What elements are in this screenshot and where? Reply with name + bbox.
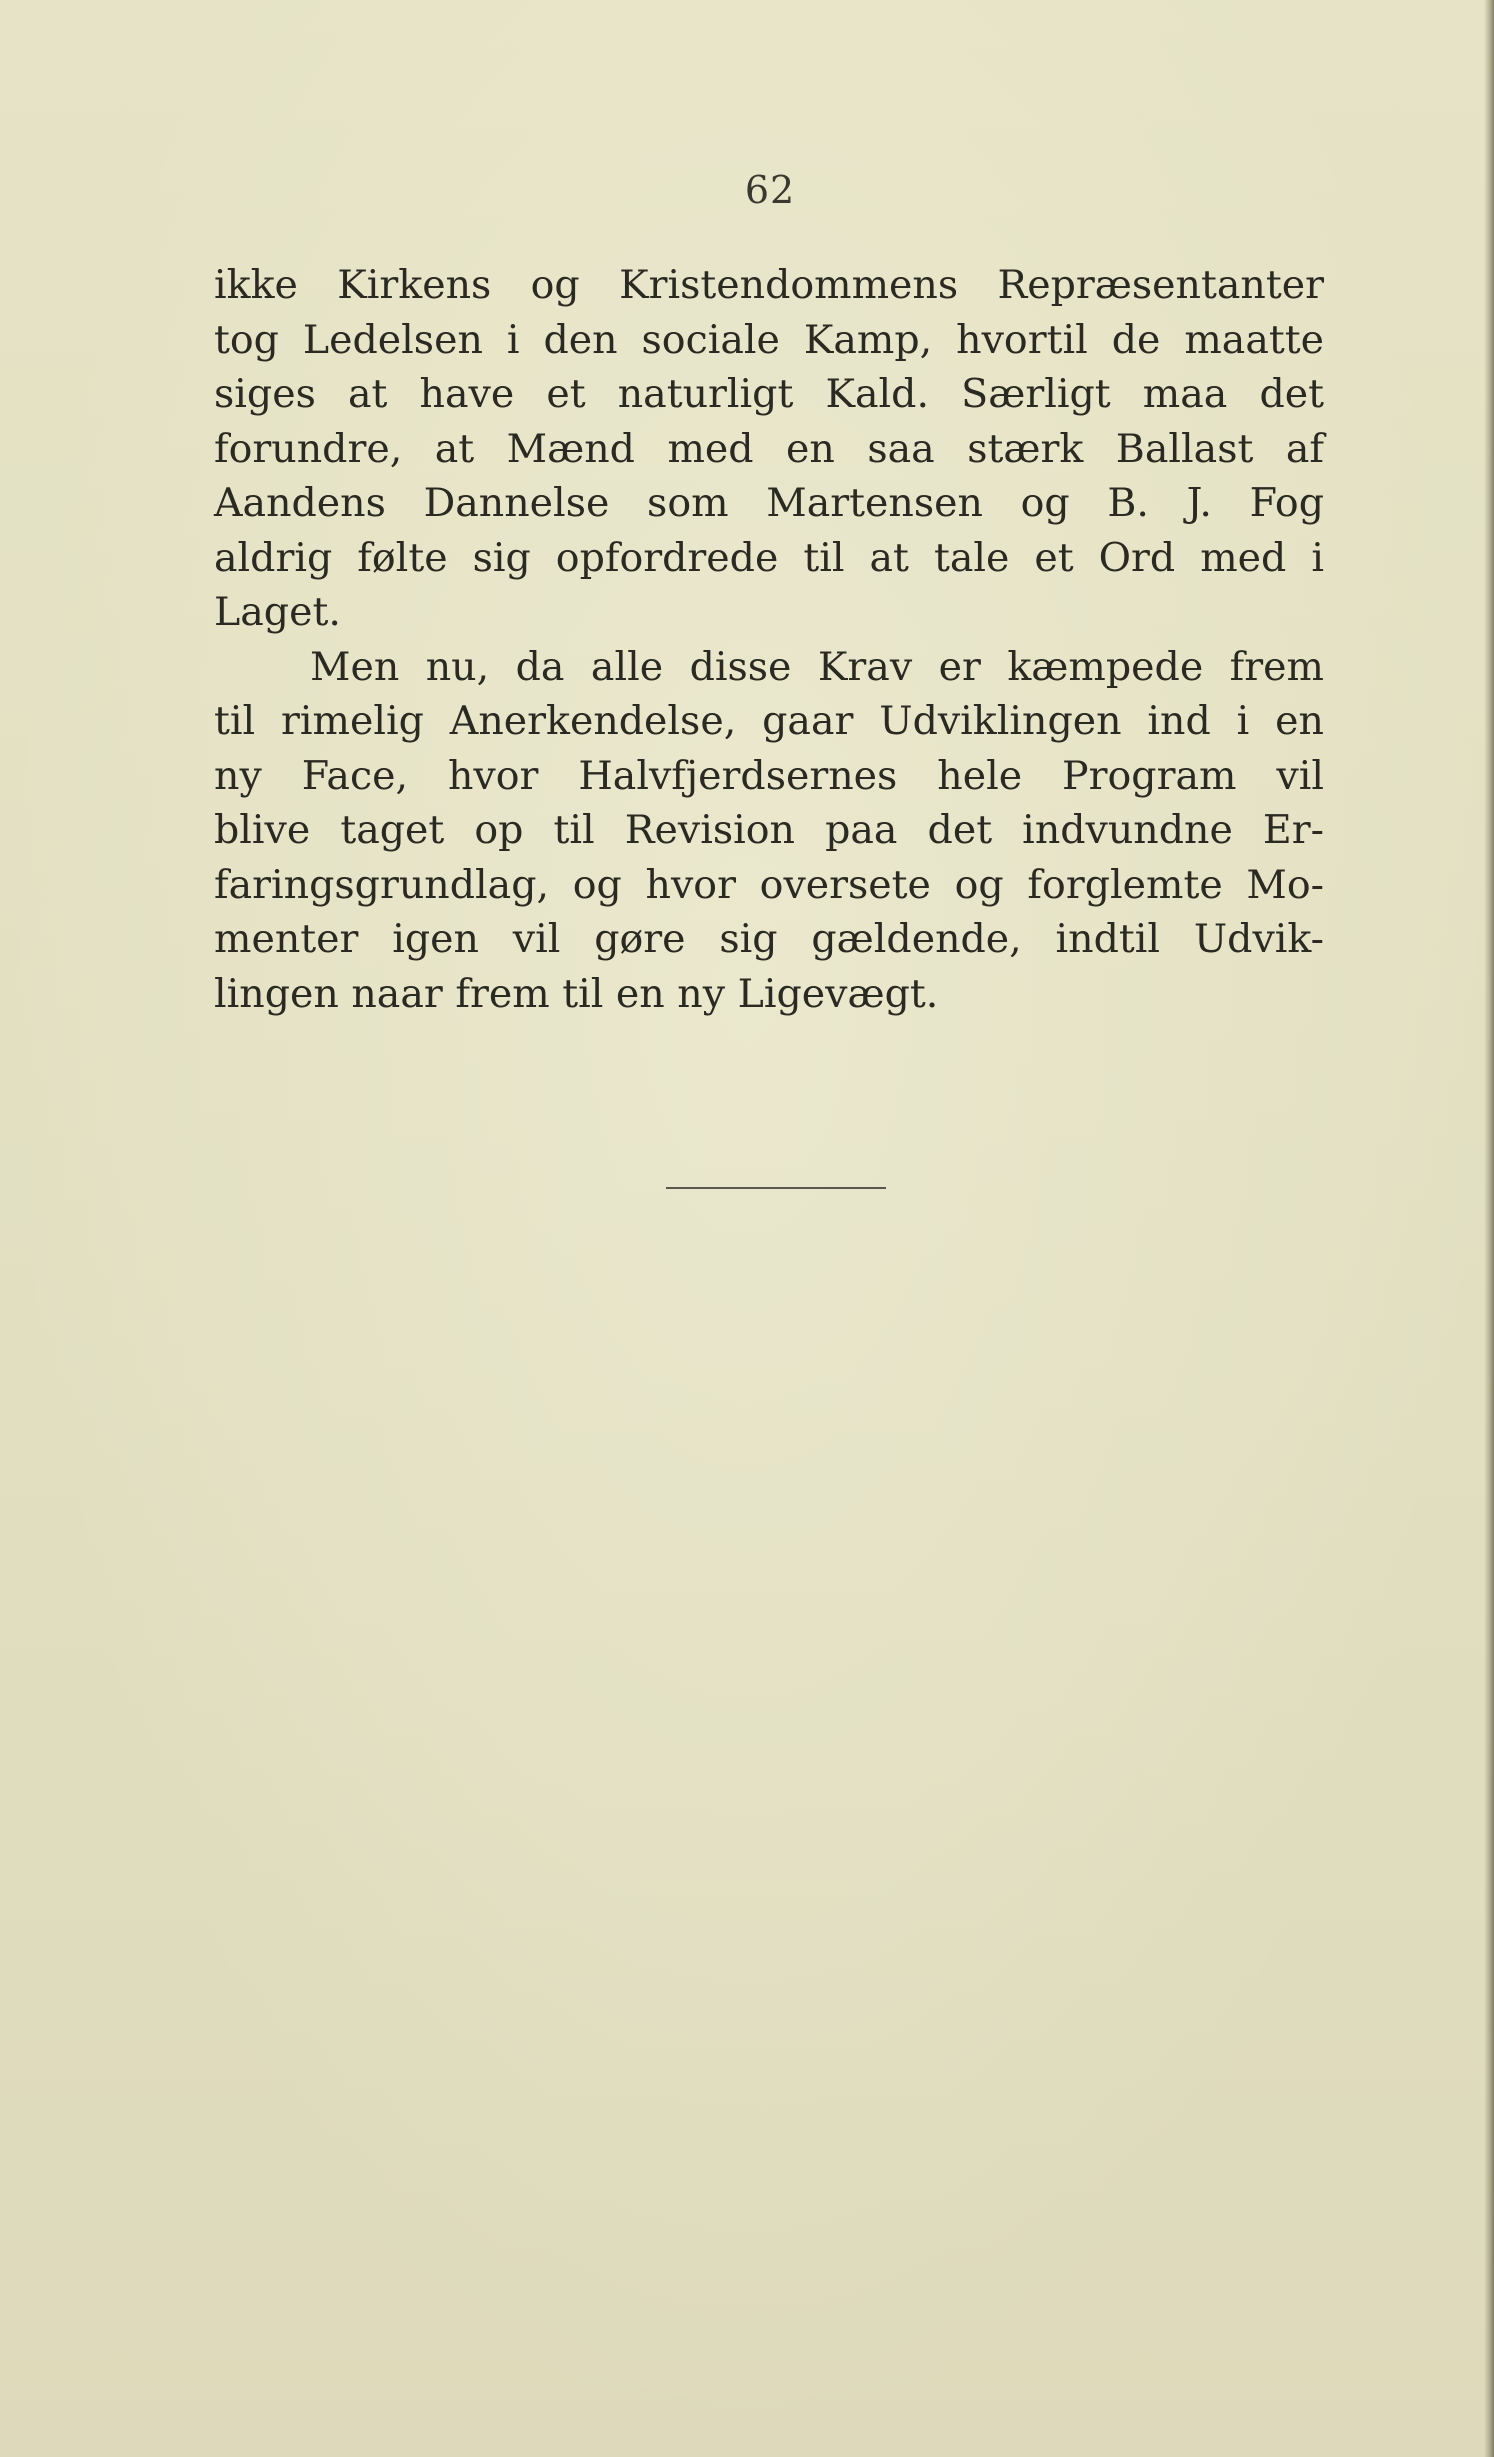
paragraph-2 <box>214 640 1324 1022</box>
page-edge-shadow <box>1484 0 1494 2457</box>
text-line: ny Face, hvor Halvfjerdsernes hele Program vil <box>214 752 1324 799</box>
text-line: siges at have et naturligt Kald. Særligt maa det <box>214 371 1324 417</box>
text-line: lingen naar frem til en ny Ligevægt. <box>214 970 939 1017</box>
text-line: forundre, at Mænd med en saa stærk Ballast af <box>214 425 1324 472</box>
text-line: aldrig følte sig opfordrede til at tale et Ord med i <box>214 534 1324 581</box>
text-line: Aandens Dannelse som Martensen og B. J. Fog <box>214 480 1324 526</box>
paragraph-1 <box>214 258 1324 640</box>
section-end-rule <box>666 1187 886 1189</box>
text-line: til rimelig Anerkendelse, gaar Udviklingen ind i en <box>214 698 1324 744</box>
text-line: menter igen vil gøre sig gældende, indtil Udvik- <box>214 916 1324 962</box>
text-line: tog Ledelsen i den sociale Kamp, hvortil de maatte <box>214 316 1324 363</box>
page-number: 62 <box>744 168 796 212</box>
body-text <box>214 258 1324 1021</box>
text-line: Men nu, da alle disse Krav er kæmpede frem <box>310 643 1324 690</box>
text-line: Laget. <box>214 589 341 635</box>
text-line: faringsgrundlag, og hvor oversete og forglemte Mo- <box>214 861 1324 908</box>
text-line: blive taget op til Revision paa det indvundne Er- <box>214 807 1324 853</box>
text-line: ikke Kirkens og Kristendommens Repræsentanter <box>214 262 1324 308</box>
